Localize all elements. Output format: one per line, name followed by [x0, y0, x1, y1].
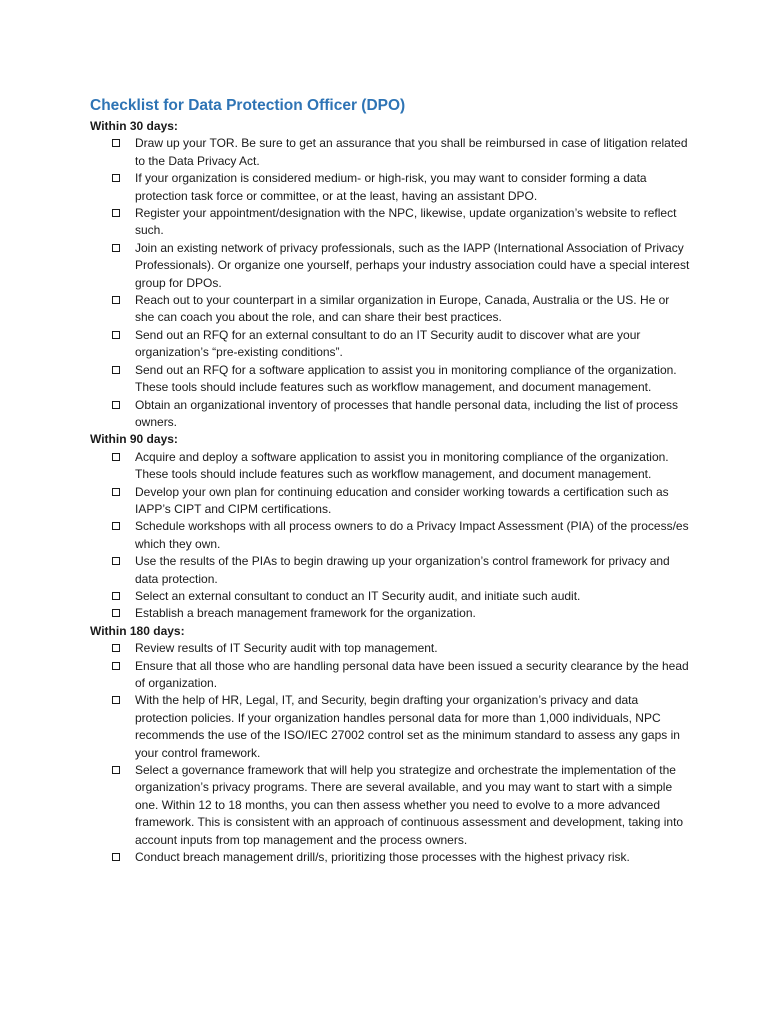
- checklist-item-text: Establish a breach management framework for the organization.: [135, 606, 476, 621]
- checklist-item-text: With the help of HR, Legal, IT, and Security, begin drafting your organization’s privacy and data protection policies. If your organization handles personal data for more than 1,000 individuals, NPC recommends the use of the ISO/IEC 27002 control set as the minimum standard to assess any gaps in your control framework.: [135, 693, 680, 760]
- checkbox-icon[interactable]: [112, 609, 120, 617]
- checkbox-icon[interactable]: [112, 244, 120, 252]
- checkbox-icon[interactable]: [112, 453, 120, 461]
- checklist-item: [90, 605, 690, 622]
- checkbox-icon[interactable]: [112, 592, 120, 600]
- checklist-item: [90, 518, 690, 553]
- checklist-item: [90, 692, 690, 762]
- checklist-item-text: If your organization is considered medium- or high-risk, you may want to consider forming a data protection task force or committee, or at the least, having an assistant DPO.: [135, 171, 647, 203]
- checklist-item-text: Develop your own plan for continuing education and consider working towards a certification such as IAPP’s CIPT and CIPM certifications.: [135, 484, 669, 516]
- checklist-items: [90, 640, 690, 866]
- checklist-item: [90, 205, 690, 240]
- document-content: [90, 96, 690, 866]
- checklist-item: [90, 327, 690, 362]
- checkbox-icon[interactable]: [112, 209, 120, 217]
- checklist-item: [90, 849, 690, 866]
- checkbox-icon[interactable]: [112, 522, 120, 530]
- checkbox-icon[interactable]: [112, 557, 120, 565]
- checklist-item: [90, 553, 690, 588]
- checklist-item-text: Conduct breach management drill/s, prioritizing those processes with the highest privacy risk.: [135, 850, 630, 865]
- document-title: Checklist for Data Protection Officer (DPO): [90, 97, 406, 114]
- checklist-item-text: Review results of IT Security audit with top management.: [135, 641, 438, 656]
- checkbox-icon[interactable]: [112, 331, 120, 339]
- checkbox-icon[interactable]: [112, 366, 120, 374]
- checkbox-icon[interactable]: [112, 296, 120, 304]
- checkbox-icon[interactable]: [112, 766, 120, 774]
- section-heading: Within 90 days:: [90, 432, 178, 447]
- checklist-item: [90, 484, 690, 519]
- checklist-item-text: Reach out to your counterpart in a similar organization in Europe, Canada, Australia or the US. He or she can coach you about the role, and can share their best practices.: [135, 293, 670, 325]
- checklist-items: [90, 449, 690, 623]
- checklist-item: [90, 170, 690, 205]
- checklist-item: [90, 397, 690, 432]
- checklist-item: [90, 658, 690, 693]
- checklist-item-text: Acquire and deploy a software application to assist you in monitoring compliance of the organization. These tools should include features such as workflow management, and document management.: [135, 449, 669, 482]
- checklist-section: [90, 623, 690, 867]
- checklist-item-text: Join an existing network of privacy professionals, such as the IAPP (International Association of Privacy Professionals). Or organize one yourself, perhaps your industry association could have a special interest group for DPOs.: [135, 240, 690, 290]
- checklist-item: [90, 292, 690, 327]
- checklist-item: [90, 240, 690, 292]
- checklist-item: [90, 588, 690, 605]
- checkbox-icon[interactable]: [112, 696, 120, 704]
- checklist-sections: [90, 118, 690, 866]
- checklist-item: [90, 640, 690, 657]
- checklist-item-text: Schedule workshops with all process owners to do a Privacy Impact Assessment (PIA) of the process/es which they own.: [135, 519, 689, 551]
- checklist-item-text: Register your appointment/designation with the NPC, likewise, update organization’s website to reflect such.: [135, 206, 677, 238]
- checklist-item-text: Select a governance framework that will help you strategize and orchestrate the implementation of the organization’s privacy programs. There are several available, and you may want to start with a simple one. Within 12 to 18 months, you can then assess whether you need to evolve to a more advanced framework. This is consistent with an approach of continuous assessment and development, taking into account inputs from top management and the process owners.: [135, 763, 684, 847]
- checklist-item-text: Send out an RFQ for an external consultant to do an IT Security audit to discover what are your organization’s “pre-existing conditions”.: [135, 327, 641, 360]
- section-heading: Within 30 days:: [90, 119, 178, 133]
- section-heading: Within 180 days:: [90, 623, 185, 638]
- checkbox-icon[interactable]: [112, 174, 120, 182]
- checklist-items: [90, 135, 690, 431]
- checklist-item-text: Draw up your TOR. Be sure to get an assurance that you shall be reimbursed in case of litigation related to the Data Privacy Act.: [135, 136, 688, 168]
- checklist-item: [90, 362, 690, 397]
- checklist-section: [90, 431, 690, 622]
- checkbox-icon[interactable]: [112, 644, 120, 652]
- checklist-section: [90, 118, 690, 431]
- checklist-item-text: Ensure that all those who are handling personal data have been issued a security clearance by the head of organization.: [135, 658, 689, 690]
- checkbox-icon[interactable]: [112, 488, 120, 496]
- checklist-item: [90, 762, 690, 849]
- checklist-item-text: Obtain an organizational inventory of processes that handle personal data, including the list of process owners.: [135, 397, 678, 429]
- checklist-item: [90, 449, 690, 484]
- checklist-item-text: Send out an RFQ for a software application to assist you in monitoring compliance of the organization. These tools should include features such as workflow management, and document management.: [135, 362, 677, 395]
- checkbox-icon[interactable]: [112, 853, 120, 861]
- checklist-item: [90, 135, 690, 170]
- checkbox-icon[interactable]: [112, 401, 120, 409]
- checklist-item-text: Use the results of the PIAs to begin drawing up your organization’s control framework for privacy and data protection.: [135, 554, 670, 586]
- checkbox-icon[interactable]: [112, 662, 120, 670]
- checkbox-icon[interactable]: [112, 139, 120, 147]
- checklist-item-text: Select an external consultant to conduct an IT Security audit, and initiate such audit.: [135, 588, 581, 603]
